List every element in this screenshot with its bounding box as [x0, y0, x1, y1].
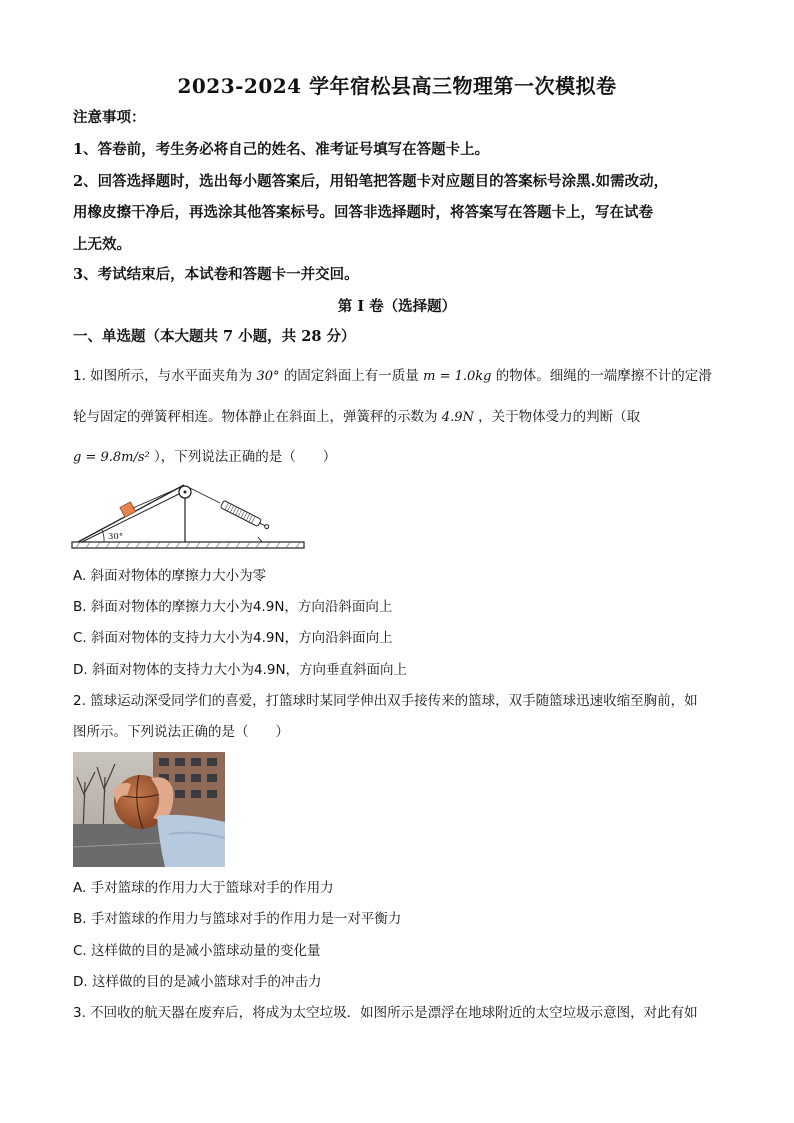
notice-item-2-line-2: 用橡皮擦干净后，再选涂其他答案标号。回答非选择题时，将答案写在答题卡上，写在试卷: [73, 204, 653, 221]
basketball-photo-illustration: [73, 752, 225, 867]
section-title: 第 I 卷（选择题）: [337, 298, 457, 315]
rope-scale: [190, 488, 220, 503]
basketball-photo: [73, 752, 225, 867]
q1-text-a: 1. 如图所示，与水平面夹角为: [73, 368, 253, 384]
q1-angle: 30°: [256, 369, 280, 384]
notice-item-3: 3、考试结束后，本试卷和答题卡一并交回。: [73, 266, 359, 283]
scale-anchor: [258, 537, 262, 542]
q2-option-d: D. 这样做的目的是减小篮球对手的冲击力: [73, 974, 322, 990]
q1-option-c: C. 斜面对物体的支持力大小为4.9N，方向沿斜面向上: [73, 630, 393, 646]
angle-label: 30°: [108, 532, 124, 542]
q2-option-c: C. 这样做的目的是减小篮球动量的变化量: [73, 943, 321, 959]
q1-line-3: [73, 447, 723, 468]
q2-line-2: 图所示。下列说法正确的是（ ）: [73, 724, 289, 740]
exam-title: 2023-2024 学年宿松县高三物理第一次模拟卷: [177, 74, 617, 98]
q1-mass: m = 1.0kg: [423, 369, 492, 384]
q1-text-c: 的物体。细绳的一端摩擦不计的定滑: [495, 368, 712, 384]
q1-text-b: 的固定斜面上有一质量: [283, 368, 419, 384]
q1-option-b: B. 斜面对物体的摩擦力大小为4.9N，方向沿斜面向上: [73, 599, 393, 615]
part-title: 一、单选题（本大题共 7 小题，共 28 分）: [73, 328, 356, 345]
q2-option-a: A. 手对篮球的作用力大于篮球对手的作用力: [73, 880, 334, 896]
notice-item-2-line-3: 上无效。: [73, 236, 131, 253]
q1-text-d: 轮与固定的弹簧秤相连。物体静止在斜面上，弹簧秤的示数为: [73, 409, 438, 425]
q1-option-a: A. 斜面对物体的摩擦力大小为零: [73, 568, 267, 584]
q1-text-f: ），下列说法正确的是（ ）: [154, 449, 337, 465]
pulley-axle: [184, 491, 187, 494]
q2-option-b: B. 手对篮球的作用力与篮球对手的作用力是一对平衡力: [73, 911, 402, 927]
q1-gravity: g = 9.8m/s²: [73, 450, 150, 465]
q1-force: 4.9N: [441, 410, 474, 425]
angle-arc: [102, 530, 104, 542]
q2-line-1: 2. 篮球运动深受同学们的喜爱，打篮球时某同学伸出双手接传来的篮球，双手随篮球迅速收缩至胸前，如: [73, 693, 698, 709]
block-object: [120, 502, 136, 517]
q1-option-d: D. 斜面对物体的支持力大小为4.9N，方向垂直斜面向上: [73, 662, 408, 678]
notice-item-1: 1、答卷前，考生务必将自己的姓名、准考证号填写在答题卡上。: [73, 141, 490, 158]
q3-line-1: 3. 不回收的航天器在废弃后，将成为太空垃圾．如图所示是漂浮在地球附近的太空垃圾示意图，对此有如: [73, 1005, 698, 1021]
notice-heading: 注意事项：: [73, 109, 146, 126]
notice-item-2-line-1: 2、回答选择题时，选出每小题答案后，用铅笔把答题卡对应题目的答案标号涂黑.如需改动，: [73, 173, 669, 190]
incline-figure: [70, 480, 310, 555]
spring-scale-icon: [220, 500, 270, 531]
incline-underside: [82, 490, 187, 542]
q1-line-1: [73, 366, 723, 387]
q1-line-2: [73, 407, 723, 428]
q1-text-e: ，关于物体受力的判断（取: [478, 409, 641, 425]
